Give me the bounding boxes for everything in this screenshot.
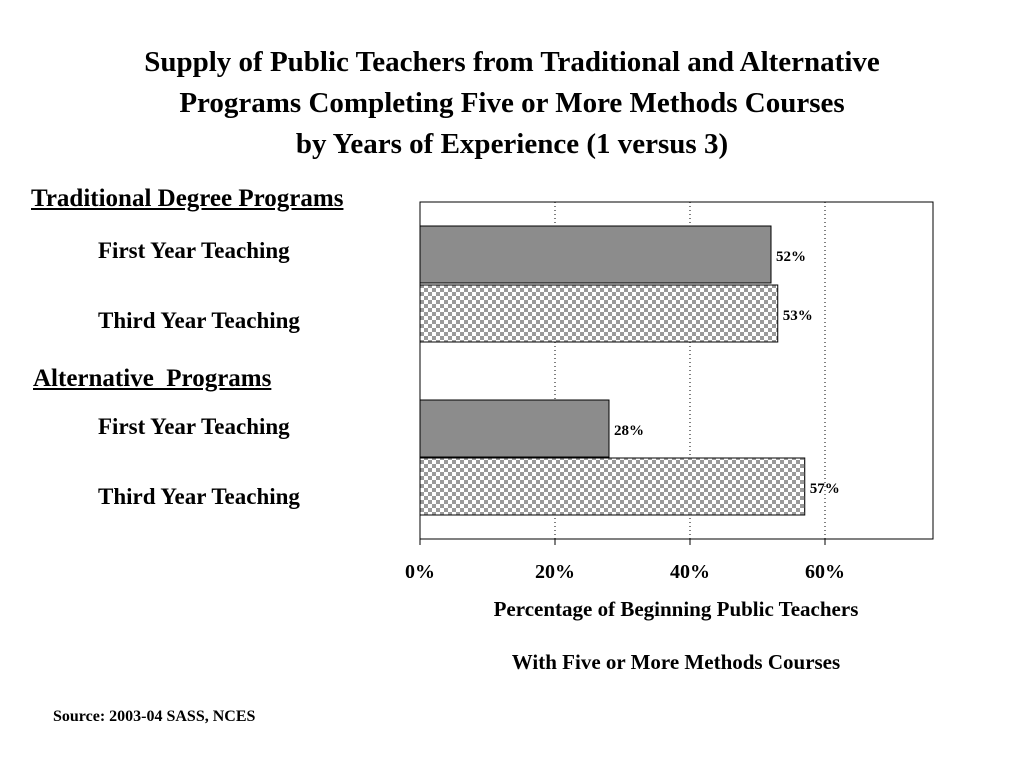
- row-label-alternative-third-year: Third Year Teaching: [98, 484, 300, 509]
- source-note: Source: 2003-04 SASS, NCES: [53, 708, 256, 725]
- title-line-1: Supply of Public Teachers from Traditional and Alternative: [144, 46, 880, 78]
- group-label-traditional: Traditional Degree Programs: [31, 185, 344, 212]
- title-line-3: by Years of Experience (1 versus 3): [295, 128, 729, 160]
- bar: [420, 458, 805, 515]
- title-line-2: Programs Completing Five or More Methods Courses: [179, 87, 845, 119]
- x-tick-label: 20%: [535, 561, 575, 583]
- group-label-alternative: Alternative Programs: [33, 365, 272, 392]
- row-label-alternative-first-year: First Year Teaching: [98, 414, 290, 439]
- row-label-traditional-first-year: First Year Teaching: [98, 238, 290, 263]
- row-label-traditional-third-year: Third Year Teaching: [98, 308, 300, 333]
- bar: [420, 226, 771, 283]
- x-axis-label-line-1: Percentage of Beginning Public Teachers: [493, 597, 859, 621]
- bar: [420, 285, 778, 342]
- bar: [420, 400, 609, 457]
- x-tick-label: 0%: [405, 561, 435, 583]
- bar-value-label: 53%: [782, 308, 813, 324]
- x-tick-label: 40%: [670, 561, 710, 583]
- bar-value-label: 57%: [809, 481, 840, 497]
- x-axis-label-line-2: With Five or More Methods Courses: [511, 650, 841, 674]
- bar-value-label: 52%: [776, 249, 806, 265]
- bar-value-label: 28%: [614, 423, 644, 439]
- x-tick-label: 60%: [805, 561, 845, 583]
